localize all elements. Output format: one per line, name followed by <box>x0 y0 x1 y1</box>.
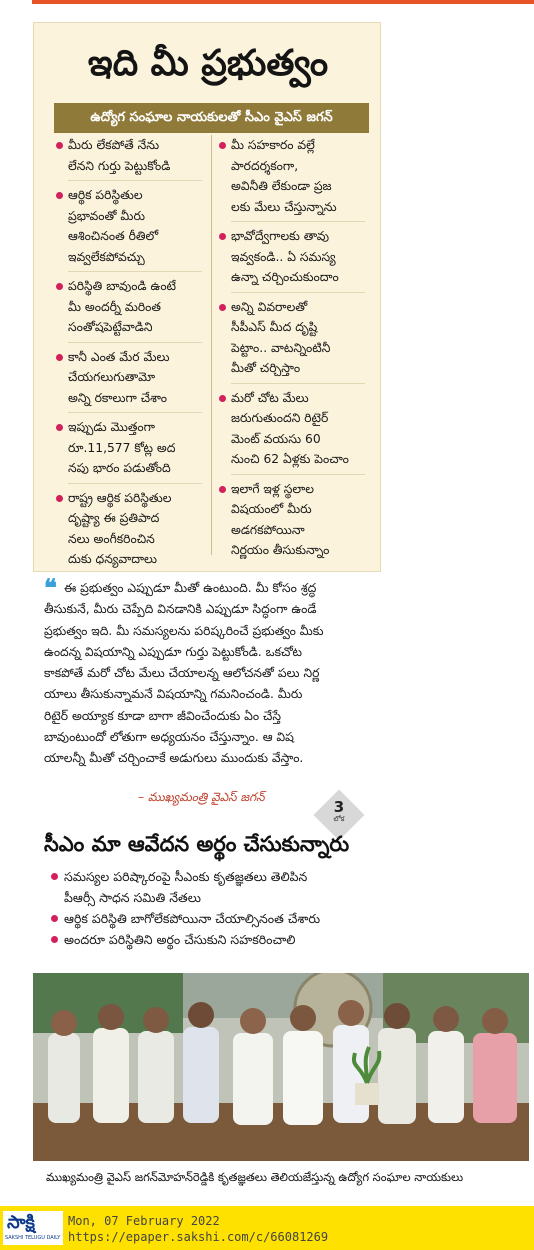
bullet-text-line: నపు భారం పడుతోంది <box>68 461 171 475</box>
bullet-text-line: పరిస్థితి బావుండి ఉంటే <box>68 279 177 293</box>
bullet-point <box>217 388 365 470</box>
bullet-text-line: ఉన్నా చర్చించుకుందాం <box>231 270 339 284</box>
right-bullet-column <box>217 135 365 561</box>
quote-line: యాలు తీసుకున్నామనే విషయాన్ని గమనించండి. మీరు <box>44 687 303 702</box>
bullet-text-line: విషయంలో మీరు <box>231 502 312 516</box>
bullet-point <box>54 417 202 479</box>
headline: ఇది మీ ప్రభుత్వం <box>87 43 329 84</box>
quote-attribution: – ముఖ్యమంత్రి వైఎస్‌ జగన్‌ <box>138 790 265 804</box>
bullet-point <box>54 276 202 338</box>
quote-line: ఉందన్న విషయాన్ని ఎప్పుడూ గుర్తు పెట్టుకోండి. ఒకచోట <box>44 644 302 659</box>
page-number: 3 <box>333 798 345 816</box>
section-bullet <box>50 908 390 929</box>
meeting-photo-illustration <box>33 973 529 1161</box>
bullet-text-line: ఆశించినంత రీతిలో <box>68 229 159 243</box>
quote-line: ఈ ప్రభుత్వం ఎప్పుడూ మీతో ఉంటుంది. మీ కోసం శ్రద్ధ <box>64 581 317 595</box>
quote-line: తీసుకునే, మీరు చెప్పేది వినడానికి ఎప్పుడూ సిద్ధంగా ఉండే <box>44 602 317 617</box>
bullet-separator <box>231 221 365 222</box>
bullet-text-line: ఇప్పుడు మొత్తంగా <box>68 420 155 434</box>
bullet-separator <box>231 383 365 384</box>
bullet-text-line: పెట్టాం.. వాటన్నింటినీ <box>231 340 331 355</box>
photo-caption: ముఖ్యమంత్రి వైఎస్‌ జగన్‌మోహన్‌రెడ్డికి కృతజ్ఞతలు తెలియజేస్తున్న ఉద్యోగ సంఘాల నాయకులు <box>46 1170 464 1184</box>
bullet-separator <box>68 271 202 272</box>
epaper-link[interactable]: https://epaper.sakshi.com/c/66081269 <box>68 1230 329 1244</box>
bullet-separator <box>68 342 202 343</box>
logo-text: సాక్షి <box>7 1212 35 1233</box>
bullet-separator <box>68 483 202 484</box>
quote-line: కాకపోతే మరో చోట మేలు చేయాలన్న ఆలోచనతో పలు నిర్ణ <box>44 666 320 681</box>
bullet-text-line: నిర్ణయం తీసుకున్నాం <box>231 543 330 557</box>
section-bullet <box>50 929 390 950</box>
bullet-text-line: నుంచి 62 ఏళ్లకు పెంచాం <box>231 452 349 466</box>
left-bullet-column <box>54 135 202 570</box>
quote-line: బావుంటుందో లోతుగా అధ్యయనం చేస్తున్నాం. ఆ విష <box>44 730 294 745</box>
bullet-text-line: అన్ని రకాలుగా చేశాం <box>68 390 168 405</box>
epaper-footer <box>0 1206 534 1250</box>
bullet-point <box>217 226 365 288</box>
quote-line: యాలన్నీ మీతో చర్చించాకే అడుగులు ముందుకు వేస్తాం. <box>44 751 304 766</box>
bullet-text-line: దృష్ట్యా ఈ ప్రతిపాద <box>68 511 160 525</box>
cm-quote <box>44 573 384 770</box>
bullet-text-line: అన్ని వివరాలతో <box>231 299 308 314</box>
section-bullet-line: పీఆర్సీ సాధన సమితి నేతలు <box>64 890 201 905</box>
logo-subtext: SAKSHI TELUGU DAILY <box>5 1235 61 1241</box>
bullet-text-line: మీ అందర్నీ మరింత <box>68 299 161 314</box>
bullet-separator <box>231 292 365 293</box>
bullet-text-line: అడగకపోయినా <box>231 522 305 537</box>
bullet-text-line: రూ.11,577 కోట్ల అద <box>68 440 176 455</box>
bullet-text-line: మీరు లేకపోతే నేను <box>68 138 160 152</box>
bullet-text-line: అవినీతి లేకుండా ప్రజ <box>231 179 332 193</box>
bullet-text-line: ప్రభావంతో మీరు <box>68 208 145 223</box>
section-bullet <box>50 866 390 908</box>
section-bullet-line: ఆర్థిక పరిస్థితి బాగోలేకపోయినా చేయాల్సినంత చేశారు <box>64 911 321 926</box>
bullet-point <box>54 185 202 267</box>
quote-line: రిటైర్‌ అయ్యాక కూడా బాగా జీవించేందుకు ఏం చేస్తే <box>44 708 281 723</box>
bullet-text-line: మీతో చర్చిస్తాం <box>231 361 301 375</box>
bullet-text-line: చేయగలుగుతామో <box>68 370 156 384</box>
meeting-photo <box>33 973 529 1161</box>
subheadline-bar: ఉద్యోగ సంఘాల నాయకులతో సీఎం వైఎస్‌ జగన్‌ <box>54 103 369 133</box>
bullet-text-line: పారదర్శకంగా, <box>231 158 299 173</box>
quote-line: ప్రభుత్వం ఇది. మీ సమస్యలను పరిష్కరించే ప్రభుత్వం మీకు <box>44 623 324 638</box>
bullet-text-line: సంతోషపెట్టేవాడిని <box>68 320 153 334</box>
bullet-point <box>54 347 202 409</box>
key-points-box <box>33 22 381 572</box>
bullet-text-line: ఇలాగే ఇళ్ల స్థలాల <box>231 481 314 496</box>
bullet-text-line: ఆర్థిక పరిస్థితుల <box>68 188 143 202</box>
bullet-text-line: ఇవ్వకండి.. ఏ సమస్య <box>231 249 336 264</box>
bullet-text-line: రాష్ట్ర ఆర్థిక పరిస్థితుల <box>68 490 172 505</box>
bullet-text-line: జరుగుతుందని రిటైర్‌ <box>231 411 329 425</box>
bullet-separator <box>68 412 202 413</box>
bullet-point <box>54 135 202 176</box>
bullet-separator <box>231 474 365 475</box>
bullet-text-line: మీ సహకారం వల్లే <box>231 138 315 152</box>
bullet-point <box>217 135 365 217</box>
section-bullet-line: సమస్యల పరిష్కారంపై సీఎంకు కృతజ్ఞతలు తెలిపిన <box>64 869 308 884</box>
top-accent-bar <box>32 0 534 4</box>
bullet-point <box>217 297 365 379</box>
bullet-text-line: కానీ ఎంత మేర మేలు <box>68 349 170 364</box>
page-number-label: లోక <box>333 815 345 823</box>
bullet-text-line: నలు అంగీకరించిన <box>68 531 155 546</box>
bullet-text-line: ఇవ్వలేకపోవచ్చు <box>68 249 145 264</box>
bullet-point <box>217 479 365 561</box>
bullet-separator <box>68 180 202 181</box>
column-divider <box>211 135 212 555</box>
bullet-text-line: సీపీఎస్‌ మీద దృష్టి <box>231 320 318 334</box>
bullet-text-line: లేనని గుర్తు పెట్టుకోండి <box>68 158 171 173</box>
section-title: సీఎం మా ఆవేదన అర్థం చేసుకున్నారు <box>44 832 350 856</box>
bullet-text-line: మరో చోట మేలు <box>231 390 309 405</box>
bullet-text-line: మెంట్‌ వయసు 60 <box>231 431 321 446</box>
bullet-text-line: భావోద్వేగాలకు తావు <box>231 229 330 243</box>
sakshi-logo <box>3 1211 63 1245</box>
publication-date: Mon, 07 February 2022 <box>68 1214 220 1228</box>
quote-mark-icon: ❝ <box>44 573 57 602</box>
bullet-point <box>54 488 202 570</box>
bullet-text-line: దుకు ధన్యవాదాలు <box>68 552 157 566</box>
section-bullet-line: అందరూ పరిస్థితిని అర్థం చేసుకుని సహకరించాలి <box>64 932 296 947</box>
bullet-text-line: లకు మేలు చేస్తున్నాను <box>231 199 337 214</box>
section-bullet-list <box>50 866 390 950</box>
